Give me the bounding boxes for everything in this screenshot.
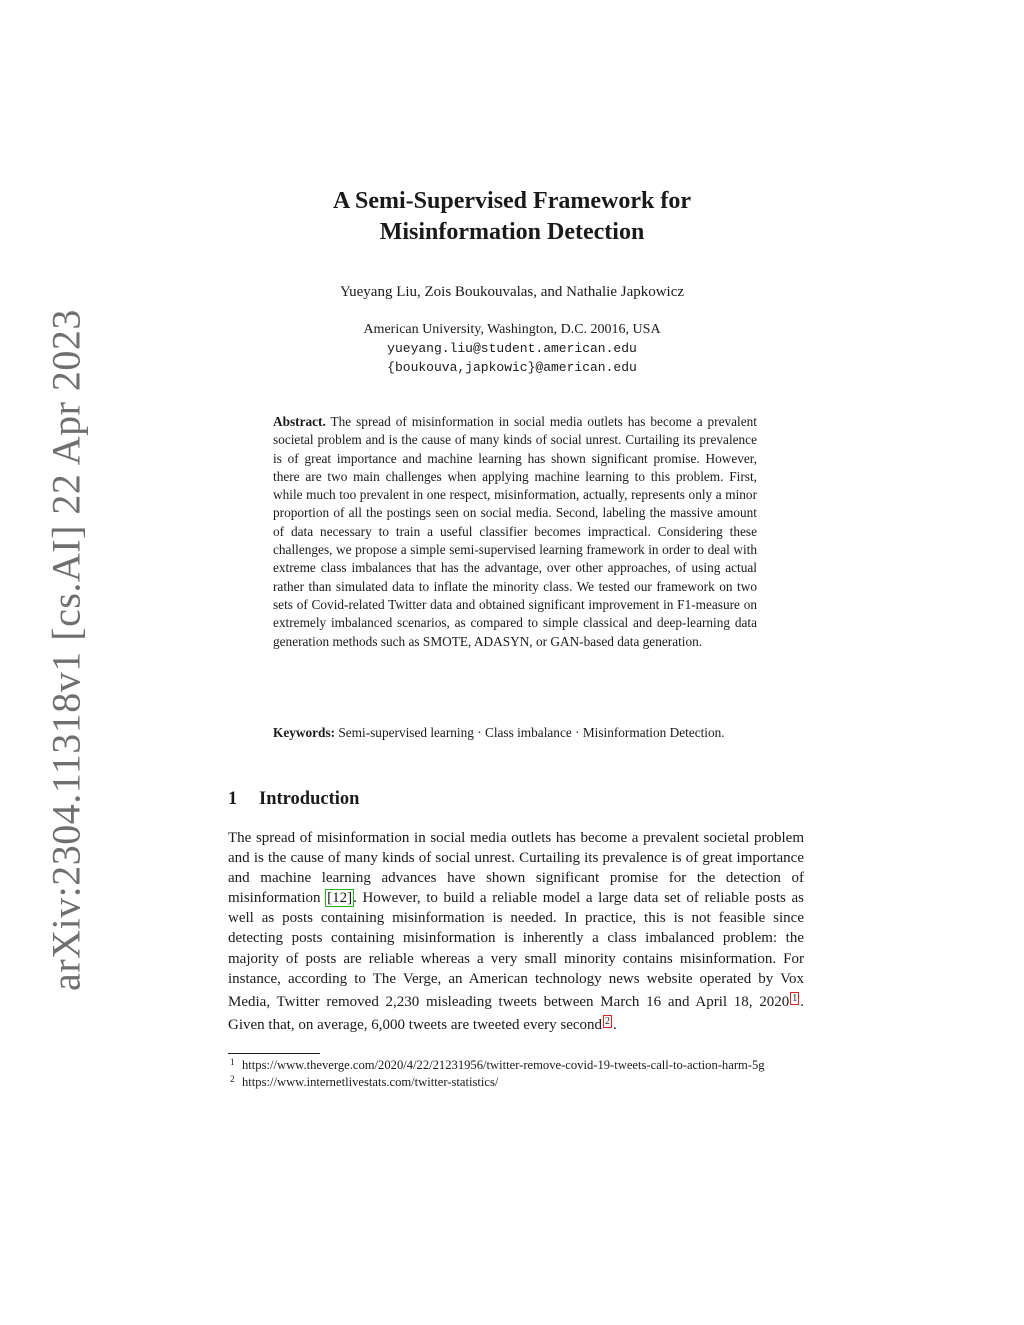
- email-2[interactable]: {boukouva,japkowic}@american.edu: [387, 360, 637, 375]
- footnote-ref-2[interactable]: 2: [605, 1015, 611, 1027]
- affiliation: American University, Washington, D.C. 20016, USA: [363, 322, 661, 337]
- intro-text-2: . However, to build a reliable model a large data set of reliable posts as well as posts containing misinformation is needed. In practice, this is not feasible since detecting posts containing misinformation is inherently a class imbalanced problem: the majority of posts are reliable whereas a very small minority contains misinformation. For instance, according to The Verge, an American technology news website operated by Vox Media, Twitter removed 2,230 misleading tweets between March 16 and April 18, 2020: [228, 890, 804, 1010]
- title-line-1: A Semi-Supervised Framework for: [333, 188, 691, 214]
- intro-text-1: The spread of misinformation in social media outlets has become a prevalent societal problem and is the cause of many kinds of social unrest. Curtailing its prevalence is of great importance and machine learning advances have shown significant promise for the detection of misinformation: [228, 830, 804, 907]
- title-line-2: Misinformation Detection: [379, 219, 645, 245]
- footnote-1: [228, 1057, 804, 1074]
- footnote-2: [228, 1074, 804, 1091]
- abstract-label: Abstract.: [273, 414, 326, 429]
- abstract: [273, 413, 757, 651]
- email-1[interactable]: yueyang.liu@student.american.edu: [387, 341, 637, 356]
- arxiv-identifier: arXiv:2304.11318v1 [cs.AI] 22 Apr 2023: [43, 309, 89, 991]
- introduction-paragraph: [228, 828, 804, 1035]
- footnotes: [228, 1057, 804, 1091]
- section-number: 1: [228, 789, 238, 809]
- section-heading-introduction: [228, 789, 359, 810]
- section-title: Introduction: [259, 789, 360, 809]
- footnote-ref-1[interactable]: 1: [792, 992, 798, 1004]
- footnote-url-2[interactable]: https://www.internetlivestats.com/twitter-statistics/: [242, 1075, 499, 1089]
- intro-text-4: .: [613, 1016, 617, 1033]
- keywords-text: Semi-supervised learning · Class imbalance · Misinformation Detection.: [338, 725, 725, 740]
- affiliation-block: [0, 320, 1024, 377]
- footnote-mark-2: 2: [230, 1074, 235, 1084]
- citation-link[interactable]: [12]: [327, 890, 353, 907]
- intro-text-3: . Given that, on average, 6,000 tweets are tweeted every second: [228, 993, 804, 1033]
- author-list: Yueyang Liu, Zois Boukouvalas, and Nathalie Japkowicz: [339, 284, 685, 300]
- footnote-rule: [228, 1053, 320, 1054]
- keywords: [273, 724, 757, 742]
- footnote-mark-1: 1: [230, 1057, 235, 1067]
- footnote-url-1[interactable]: https://www.theverge.com/2020/4/22/21231956/twitter-remove-covid-19-tweets-call-to-action-harm-5g: [242, 1058, 765, 1072]
- abstract-text: The spread of misinformation in social media outlets has become a prevalent societal problem and is the cause of many kinds of social unrest. Curtailing its prevalence is of great importance and machine learning has shown significant promise. However, there are two main challenges when applying machine learning to this problem. First, while much too prevalent in one respect, misinformation, actually, represents only a minor proportion of all the postings seen on social media. Second, labeling the massive amount of data necessary to train a useful classifier becomes impractical. Considering these challenges, we propose a simple semi-supervised learning framework in order to deal with extreme class imbalances that has the advantage, over other approaches, of using actual rather than simulated data to inflate the minority class. We tested our framework on two sets of Covid-related Twitter data and obtained significant improvement in F1-measure on extremely imbalanced scenarios, as compared to simple classical and deep-learning data generation methods such as SMOTE, ADASYN, or GAN-based data generation.: [273, 414, 757, 649]
- paper-title: [0, 186, 1024, 248]
- keywords-label: Keywords:: [273, 725, 336, 740]
